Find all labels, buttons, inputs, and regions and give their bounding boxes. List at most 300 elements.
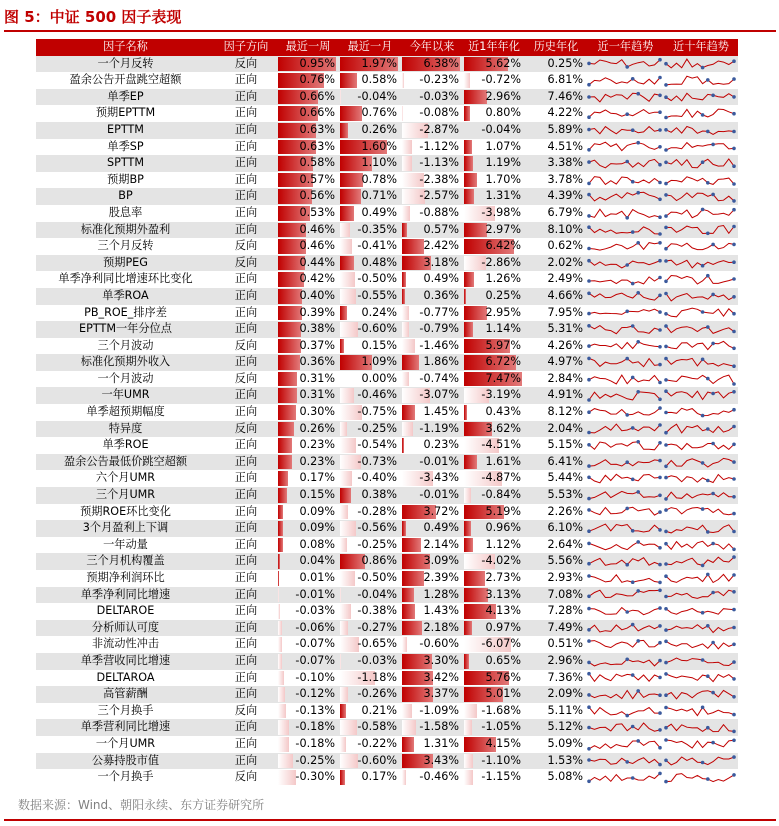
sparkline-marker (664, 95, 668, 99)
cell-1y-annual (463, 56, 525, 73)
sparkline-marker (664, 726, 668, 730)
table-row (36, 56, 738, 73)
factor-direction: 正向 (234, 106, 258, 120)
cell-1y-annual (463, 72, 525, 89)
factor-direction: 正向 (234, 504, 258, 518)
cell-value: 1.09% (361, 355, 397, 369)
sparkline-marker (658, 93, 662, 97)
factor-direction: 正向 (215, 719, 277, 736)
cell-ytd (401, 255, 463, 272)
sparkline-path (666, 159, 734, 168)
sparkline (587, 90, 662, 105)
cell-value: 7.49% (547, 620, 583, 634)
sparkline-path (666, 375, 734, 384)
factor-name: 一年动量 (103, 537, 148, 551)
cell-value: -0.60% (357, 322, 397, 336)
sparkline-marker (701, 207, 705, 211)
sparkline (664, 670, 736, 685)
factor-name: EPTTM一年分位点 (36, 321, 215, 338)
sparkline (664, 504, 736, 519)
cell-value: 1.43% (423, 604, 459, 618)
factor-name: SPTTM (36, 155, 215, 172)
cell-value: -0.18% (295, 720, 335, 734)
sparkline-path (589, 558, 660, 566)
trend-10y-sparkline (664, 305, 738, 322)
cell-last-month (339, 636, 401, 653)
cell-last-week (277, 72, 339, 89)
cell-last-month (339, 703, 401, 720)
cell-1y-annual (463, 321, 525, 338)
cell-last-month (339, 222, 401, 239)
sparkline-marker (625, 460, 629, 464)
trend-1y-sparkline (587, 487, 664, 504)
cell-hist-annual (525, 354, 587, 371)
cell-value: -0.04% (357, 587, 397, 601)
sparkline-marker (587, 509, 591, 513)
sparkline-marker (587, 431, 591, 435)
cell-value: 0.44% (299, 255, 335, 269)
sparkline-marker (664, 83, 668, 87)
sparkline-marker (587, 378, 591, 382)
cell-ytd (401, 421, 463, 438)
factor-direction: 正向 (215, 354, 277, 371)
cell-last-month (339, 454, 401, 471)
cell-1y-annual (463, 188, 525, 205)
cell-value: 3.13% (485, 587, 521, 601)
cell-value: -0.58% (357, 720, 397, 734)
cell-value: 4.91% (547, 388, 583, 402)
cell-value: 0.01% (299, 571, 335, 584)
factor-name: 分析师认可度 (36, 620, 215, 637)
factor-direction: 正向 (234, 604, 258, 618)
cell-value: -0.25% (357, 421, 397, 435)
sparkline (664, 654, 736, 669)
cell-value: -0.18% (295, 736, 335, 750)
cell-value: 4.66% (547, 288, 583, 302)
cell-last-month (339, 553, 401, 570)
sparkline-marker (664, 661, 668, 665)
cell-value: -0.74% (419, 371, 459, 385)
factor-name: 预期EPTTM (95, 106, 156, 120)
cell-ytd (401, 686, 463, 703)
sparkline (587, 604, 662, 619)
cell-value: 0.09% (299, 504, 335, 518)
sparkline-marker (587, 95, 591, 99)
table-row (36, 487, 738, 504)
factor-name: 单季EP (36, 89, 215, 106)
cell-last-month (339, 139, 401, 156)
cell-ytd (401, 105, 463, 122)
cell-value: 6.72% (485, 355, 521, 369)
sparkline-marker (701, 160, 705, 164)
sparkline-marker (658, 458, 662, 462)
sparkline-marker (587, 529, 591, 533)
sparkline-marker (631, 282, 635, 286)
sparkline-marker (706, 675, 710, 679)
cell-value: 0.40% (299, 288, 335, 302)
cell-last-week (277, 504, 339, 521)
sparkline-marker (587, 639, 591, 643)
sparkline-marker (636, 739, 640, 743)
cell-last-week (277, 387, 339, 404)
cell-value: 6.38% (423, 56, 459, 70)
cell-1y-annual (463, 288, 525, 305)
factor-direction: 正向 (215, 753, 277, 770)
cell-hist-annual (525, 537, 587, 554)
sparkline-marker (732, 60, 736, 64)
table-row (36, 205, 738, 222)
factor-name: 预期PEG (36, 255, 215, 272)
cell-ytd (401, 338, 463, 355)
cell-last-month (339, 437, 401, 454)
cell-last-month (339, 371, 401, 388)
sparkline (664, 305, 736, 320)
cell-ytd (401, 371, 463, 388)
header-ytd: 今年以来 (401, 39, 463, 56)
sparkline (664, 322, 736, 337)
sparkline-path (666, 740, 734, 748)
cell-value: -0.77% (419, 305, 459, 319)
sparkline-marker (658, 641, 662, 645)
cell-last-week (277, 470, 339, 487)
factor-direction: 正向 (215, 653, 277, 670)
cell-value: -4.87% (481, 471, 521, 485)
cell-value: -1.58% (419, 720, 459, 734)
cell-hist-annual (525, 89, 587, 106)
sparkline-path (666, 276, 734, 285)
sparkline-path (666, 308, 734, 317)
sparkline-path (589, 475, 660, 484)
trend-1y-sparkline (587, 172, 664, 189)
cell-ytd (401, 504, 463, 521)
cell-last-week (277, 255, 339, 272)
cell-ytd (401, 736, 463, 753)
cell-value: 4.13% (485, 604, 521, 618)
sparkline-marker (658, 58, 662, 62)
sparkline-marker (625, 216, 629, 220)
factor-name: 标准化预期外收入 (36, 354, 215, 371)
sparkline-path (666, 342, 734, 350)
cell-1y-annual (463, 736, 525, 753)
cell-value: 0.31% (299, 371, 335, 385)
cell-value: 5.12% (547, 720, 583, 734)
cell-value: 4.26% (547, 338, 583, 352)
factor-direction: 正向 (215, 587, 277, 604)
factor-name: 3个月盈利上下调 (36, 520, 215, 537)
cell-value: -2.86% (481, 255, 521, 269)
sparkline-marker (587, 562, 591, 566)
table-row (36, 371, 738, 388)
sparkline-marker (732, 390, 736, 394)
sparkline-marker (732, 225, 736, 229)
sparkline-marker (636, 141, 640, 145)
sparkline-marker (732, 730, 736, 734)
sparkline (664, 455, 736, 470)
sparkline-marker (658, 580, 662, 584)
cell-hist-annual (525, 255, 587, 272)
sparkline (664, 621, 736, 636)
cell-value: 1.07% (485, 139, 521, 153)
table-row (36, 603, 738, 620)
cell-value: -0.46% (419, 770, 459, 784)
trend-10y-sparkline (664, 89, 738, 106)
trend-1y-sparkline (587, 653, 664, 670)
sparkline-marker (701, 310, 705, 314)
cell-value: 0.76% (299, 73, 335, 87)
cell-value: 6.81% (547, 73, 583, 87)
factor-name: 预期净利润环比 (86, 571, 165, 584)
cell-value: 2.84% (547, 371, 583, 385)
sparkline-marker (636, 291, 640, 295)
cell-value: 5.19% (485, 504, 521, 518)
sparkline-marker (664, 530, 668, 534)
cell-1y-annual (463, 570, 525, 587)
sparkline (587, 73, 662, 88)
factor-direction: 正向 (215, 222, 277, 239)
trend-10y-sparkline (664, 188, 738, 205)
cell-last-month (339, 537, 401, 554)
sparkline-marker (732, 460, 736, 464)
factor-direction: 反向 (215, 255, 277, 272)
cell-hist-annual (525, 122, 587, 139)
cell-value: 0.95% (299, 56, 335, 70)
cell-hist-annual (525, 271, 587, 288)
trend-10y-sparkline (664, 271, 738, 288)
sparkline-marker (664, 357, 668, 361)
sparkline-path (589, 741, 660, 749)
sparkline-marker (587, 279, 591, 283)
cell-value: 0.17% (361, 770, 397, 784)
sparkline-marker (664, 464, 668, 468)
cell-last-month (339, 72, 401, 89)
table-row (36, 222, 738, 239)
factor-name: 单季ROA (36, 288, 215, 305)
sparkline-marker (631, 725, 635, 729)
cell-value: -0.38% (357, 604, 397, 618)
sparkline-marker (658, 546, 662, 550)
table-row (36, 753, 738, 770)
cell-last-month (339, 56, 401, 73)
cell-value: 0.97% (485, 620, 521, 634)
cell-value: 3.42% (423, 670, 459, 684)
cell-1y-annual (463, 205, 525, 222)
sparkline-marker (658, 76, 662, 80)
cell-last-week (277, 686, 339, 703)
factor-name: 单季ROE (102, 438, 149, 452)
cell-value: 5.44% (547, 471, 583, 485)
factor-direction: 反向 (215, 421, 277, 438)
cell-last-month (339, 620, 401, 637)
sparkline-path (589, 143, 660, 151)
sparkline-marker (587, 312, 591, 316)
cell-value: -0.23% (419, 73, 459, 87)
factor-name: 三个月机构覆盖 (36, 553, 215, 570)
cell-last-week (277, 238, 339, 255)
cell-hist-annual (525, 238, 587, 255)
sparkline (587, 123, 662, 138)
cell-value: -3.19% (481, 388, 521, 402)
cell-value: -0.13% (295, 703, 335, 717)
cell-value: -0.84% (481, 488, 521, 502)
factor-name: 公募持股市值 (36, 753, 215, 770)
sparkline-path (589, 641, 660, 648)
cell-value: 2.96% (547, 653, 583, 667)
sparkline-marker (587, 759, 591, 763)
sparkline-marker (587, 476, 591, 480)
cell-1y-annual (463, 222, 525, 239)
sparkline-marker (658, 659, 662, 663)
cell-value: -0.60% (419, 637, 459, 651)
cell-value: -0.07% (295, 637, 335, 651)
cell-value: -0.75% (357, 405, 397, 419)
cell-value: 7.95% (547, 305, 583, 319)
cell-hist-annual (525, 321, 587, 338)
sparkline-marker (658, 180, 662, 184)
trend-1y-sparkline (587, 72, 664, 89)
sparkline (664, 289, 736, 304)
sparkline (587, 338, 662, 353)
cell-value: 0.49% (361, 205, 397, 219)
sparkline-marker (701, 705, 705, 709)
sparkline-marker (732, 625, 736, 629)
sparkline-marker (587, 398, 591, 402)
sparkline-marker (631, 179, 635, 183)
sparkline-marker (664, 345, 668, 349)
factor-name: 标准化预期外盈利 (36, 222, 215, 239)
sparkline-marker (732, 677, 736, 681)
cell-ytd (401, 354, 463, 371)
cell-value: -3.07% (419, 388, 459, 402)
sparkline-path (589, 707, 660, 715)
trend-10y-sparkline (664, 587, 738, 604)
sparkline-path (666, 143, 734, 150)
cell-value: -0.03% (357, 653, 397, 667)
sparkline (587, 521, 662, 536)
cell-1y-annual (463, 387, 525, 404)
sparkline-marker (658, 728, 662, 732)
trend-1y-sparkline (587, 89, 664, 106)
sparkline-path (666, 76, 734, 85)
sparkline-marker (664, 181, 668, 185)
sparkline-path (666, 260, 734, 268)
cell-1y-annual (463, 421, 525, 438)
cell-last-week (277, 653, 339, 670)
sparkline-path (589, 392, 660, 400)
cell-last-month (339, 288, 401, 305)
sparkline-path (589, 591, 660, 598)
sparkline (587, 106, 662, 121)
cell-value: 0.46% (299, 239, 335, 253)
sparkline (587, 388, 662, 403)
cell-ytd (401, 205, 463, 222)
cell-value: 8.10% (547, 222, 583, 236)
cell-value: 0.37% (299, 338, 335, 352)
sparkline-marker (658, 589, 662, 593)
sparkline-marker (587, 247, 591, 251)
cell-last-week (277, 636, 339, 653)
table-row (36, 387, 738, 404)
cell-value: 5.89% (547, 122, 583, 136)
bottom-rule (4, 819, 776, 821)
cell-last-month (339, 305, 401, 322)
sparkline-marker (625, 413, 629, 417)
sparkline (587, 322, 662, 337)
cell-value: 2.93% (547, 571, 583, 584)
trend-1y-sparkline (587, 155, 664, 172)
factor-direction: 正向 (234, 438, 258, 452)
cell-value: 2.18% (423, 620, 459, 634)
cell-hist-annual (525, 188, 587, 205)
sparkline-path (589, 159, 660, 167)
sparkline-marker (732, 530, 736, 534)
factor-direction: 正向 (234, 205, 258, 219)
sparkline (664, 372, 736, 387)
sparkline-marker (701, 611, 705, 615)
cell-last-month (339, 769, 401, 786)
trend-1y-sparkline (587, 56, 664, 73)
sparkline (664, 256, 736, 271)
cell-value: 0.58% (299, 156, 335, 170)
table-row (36, 437, 738, 454)
cell-value: -0.60% (357, 753, 397, 767)
sparkline (587, 770, 662, 785)
cell-value: 0.23% (299, 438, 335, 452)
sparkline-marker (732, 512, 736, 516)
sparkline-path (589, 608, 660, 615)
cell-last-week (277, 321, 339, 338)
trend-10y-sparkline (664, 122, 738, 139)
cell-value: 3.72% (423, 504, 459, 518)
trend-10y-sparkline (664, 703, 738, 720)
trend-1y-sparkline (587, 321, 664, 338)
factor-direction: 反向 (234, 239, 258, 253)
cell-value: 8.12% (547, 405, 583, 419)
factor-name: BP (36, 188, 215, 205)
cell-ytd (401, 587, 463, 604)
factor-direction: 正向 (234, 537, 258, 551)
cell-value: -0.54% (357, 438, 397, 452)
sparkline (587, 587, 662, 602)
cell-hist-annual (525, 172, 587, 189)
cell-value: 0.24% (361, 305, 397, 319)
sparkline-path (666, 425, 734, 434)
sparkline-path (666, 358, 734, 366)
sparkline-marker (711, 392, 715, 396)
cell-value: 0.49% (423, 521, 459, 535)
cell-hist-annual (525, 421, 587, 438)
factor-direction: 正向 (234, 172, 258, 186)
cell-hist-annual (525, 504, 587, 521)
trend-10y-sparkline (664, 686, 738, 703)
cell-last-week (277, 288, 339, 305)
sparkline-path (666, 774, 734, 782)
sparkline (587, 554, 662, 569)
cell-1y-annual (463, 305, 525, 322)
trend-10y-sparkline (664, 155, 738, 172)
table-row (36, 172, 738, 189)
cell-ytd (401, 553, 463, 570)
trend-1y-sparkline (587, 736, 664, 753)
cell-last-week (277, 620, 339, 637)
cell-value: 2.96% (485, 89, 521, 103)
trend-10y-sparkline (664, 620, 738, 637)
factor-name: 一个月反转 (36, 56, 215, 73)
trend-1y-sparkline (587, 255, 664, 272)
cell-1y-annual (463, 703, 525, 720)
sparkline-path (666, 492, 734, 499)
sparkline-marker (587, 226, 591, 230)
cell-hist-annual (525, 404, 587, 421)
